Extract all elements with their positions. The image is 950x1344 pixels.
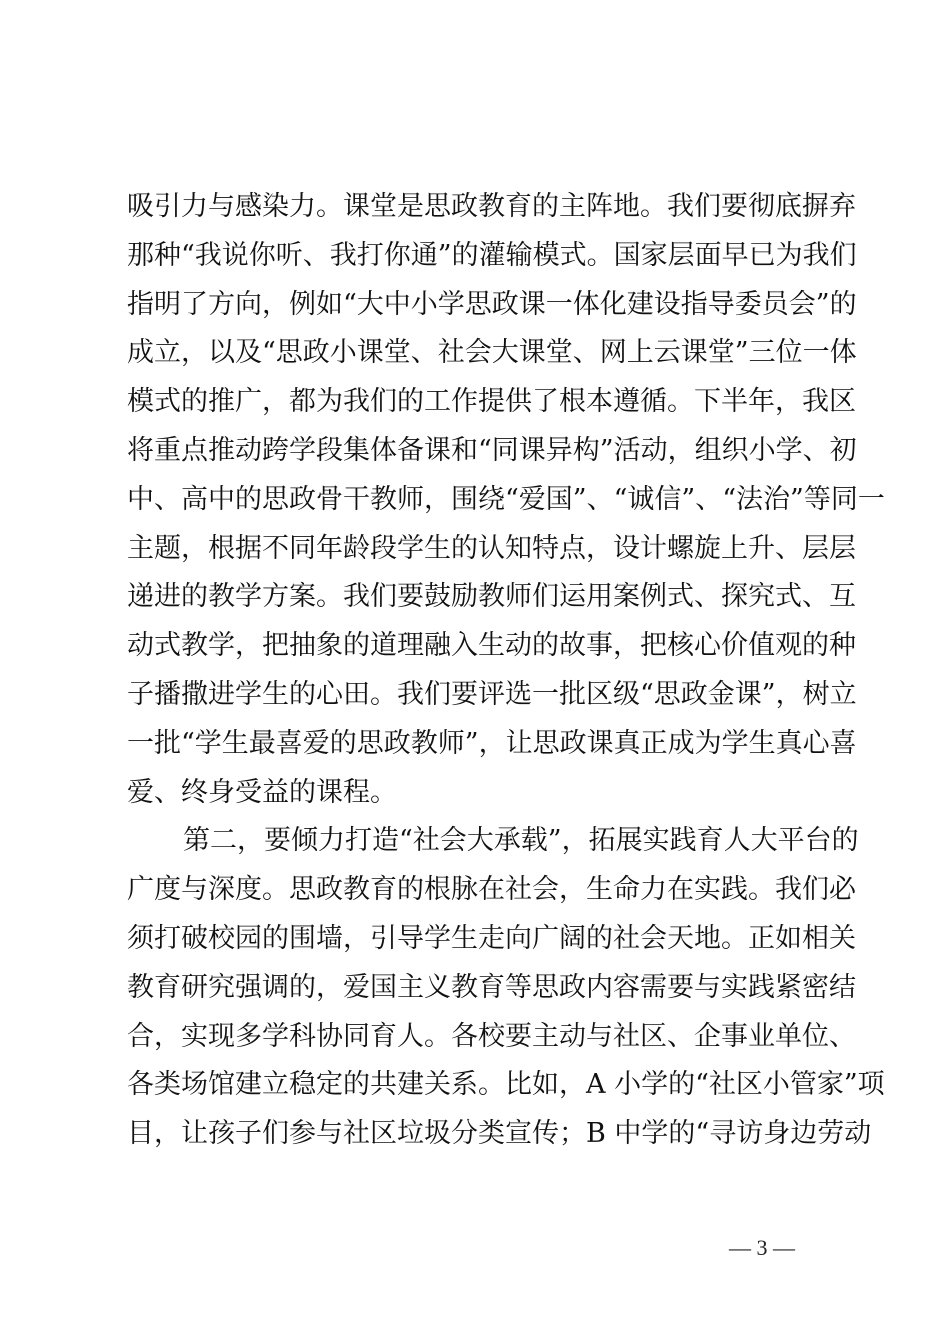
text-line: 吸引力与感染力。课堂是思政教育的主阵地。我们要彻底摒弃 (127, 191, 856, 222)
text-line: 一批“学生最喜爱的思政教师”，让思政课真正成为学生真心喜 (127, 727, 857, 759)
text-line: 合，实现多学科协同育人。各校要主动与社区、企事业单位、 (127, 1020, 856, 1052)
text-line: 将重点推动跨学段集体备课和“同课异构”活动，组织小学、初 (127, 434, 857, 466)
text-line: 模式的推广，都为我们的工作提供了根本遵循。下半年，我区 (127, 386, 856, 418)
page-number: — 3 — (729, 1235, 795, 1260)
text-line: 动式教学，把抽象的道理融入生动的故事，把核心价值观的种 (127, 630, 856, 662)
text-line: 广度与深度。思政教育的根脉在社会，生命力在实践。我们必 (127, 874, 856, 906)
text-line: 主题，根据不同年龄段学生的认知特点，设计螺旋上升、层层 (127, 532, 856, 564)
text-line: 递进的教学方案。我们要鼓励教师们运用案例式、探究式、互 (127, 581, 856, 613)
text-line: 成立，以及“思政小课堂、社会大课堂、网上云课堂”三位一体 (127, 337, 857, 369)
text-line: 指明了方向，例如“大中小学思政课一体化建设指导委员会”的 (127, 288, 857, 320)
paragraph-first-line: 第二，要倾力打造“社会大承载”，拓展实践育人大平台的 (183, 825, 859, 857)
text-line: 须打破校园的围墙，引导学生走向广阔的社会天地。正如相关 (127, 922, 856, 954)
text-line: 子播撒进学生的心田。我们要评选一批区级“思政金课”，树立 (127, 678, 857, 710)
text-line: 那种“我说你听、我打你通”的灌输模式。国家层面早已为我们 (127, 239, 857, 271)
text-line: 各类场馆建立稳定的共建关系。比如，A 小学的“社区小管家”项 (127, 1069, 885, 1101)
text-line: 目，让孩子们参与社区垃圾分类宣传；B 中学的“寻访身边劳动 (127, 1118, 872, 1150)
body-text (127, 183, 885, 1159)
text-line: 中、高中的思政骨干教师，围绕“爱国”、“诚信”、“法治”等同一 (127, 483, 885, 515)
text-line: 教育研究强调的，爱国主义教育等思政内容需要与实践紧密结 (127, 971, 856, 1003)
text-line: 爱、终身受益的课程。 (127, 776, 397, 808)
